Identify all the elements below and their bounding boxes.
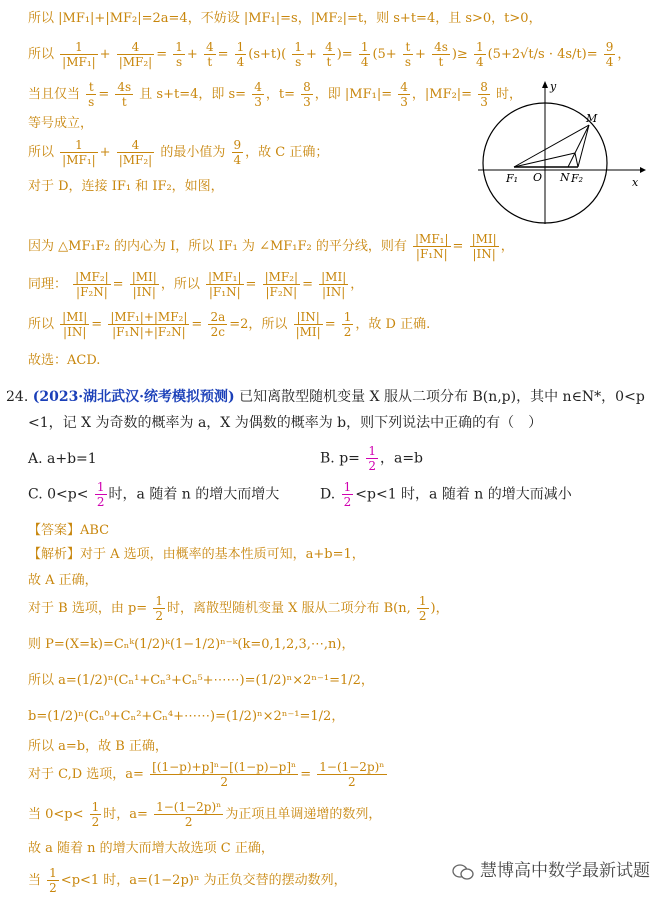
- sol-line-6: 对于 D，连接 IF₁ 和 IF₂，如图，: [28, 179, 224, 194]
- exp-line-2: 故 A 正确，: [28, 573, 98, 588]
- label-O: O: [533, 171, 543, 184]
- exp-line-6: b=(1/2)ⁿ(Cₙ⁰+Cₙ²+Cₙ⁴+⋯⋯)=(1/2)ⁿ×2ⁿ⁻¹=1/2，: [28, 709, 345, 724]
- option-D: D. $\frac{1}{2}$ <p<1 时，a 随着 n 的增大而减小: [320, 480, 572, 509]
- sol-line-1: 所以 |MF₁|+|MF₂|=2a=4，不妨设 |MF₁|=s，|MF₂|=t，则 s+t=4，且 s>0，t>0，: [28, 11, 542, 26]
- exp-line-11: 当 $\frac{1}{2}$ <p<1 时，a=(1−2p)ⁿ 为正负交替的摆动数列，: [28, 866, 347, 895]
- label-N: N: [560, 171, 570, 184]
- label-F2: F₂: [571, 172, 584, 185]
- sol-line-5: 所以 $\frac{1}{\text{|MF₁|}}$ + $\frac{4}{\text{|MF₂|}}$ 的最小值为 $\frac{9}{4}$ ，故 C 正确；: [28, 138, 329, 167]
- sol-line-4: 等号成立，: [28, 116, 94, 131]
- exp-line-4: 则 P=(X=k)=Cₙᵏ(1/2)ᵏ(1−1/2)ⁿ⁻ᵏ(k=0,1,2,3,⋯,n)，: [28, 637, 355, 652]
- option-A: A. a+b=1: [28, 451, 97, 467]
- label-y: y: [550, 80, 557, 93]
- sol-line-2: 所以 $\frac{1}{\text{|MF₁|}}$ + $\frac{4}{\text{|MF₂|}}$ = $\frac{1}{s}$ + $\frac{4}{t}$ = $\frac{1}{4}$ (s+t)( $\frac{1}{s}$ + $\frac{4}{t}$ )= $\frac{1}{4}$ (5+ $\frac{t}{s}$ + $\frac{4s}{t}$ )≥ $\frac{1}{4}$ (5+2√t/s · 4s/t)= $\frac{9}{4}$ ，: [28, 40, 631, 69]
- sol-line-3: 当且仅当 $\frac{t}{s}$ = $\frac{4s}{t}$ 且 s+t=4，即 s= $\frac{4}{3}$ ，t= $\frac{8}{3}$ ，即 |MF₁|= $\frac{4}{3}$ ，|MF₂|= $\frac{8}{3}$ 时，: [28, 80, 523, 109]
- sol-line-9: 所以 $\frac{|MI|}{|IN|}$ = $\frac{\text{|MF₁|+|MF₂|}}{\text{|F₁N|+|F₂N|}}$ = $\frac{2a}{2c}$ =2，所以 $\frac{|IN|}{|MI|}$ = $\frac{1}{2}$ ，故 D 正确.: [28, 310, 431, 339]
- label-F1: F₁: [506, 172, 519, 185]
- sol-line-7: 因为 △MF₁F₂ 的内心为 I，所以 IF₁ 为 ∠MF₁F₂ 的平分线，则有 $\frac{\text{|MF₁|}}{\text{|F₁N|}}$ = $\frac{|MI|}{|IN|}$ ，: [28, 232, 514, 261]
- label-x: x: [632, 176, 639, 189]
- exp-line-7: 所以 a=b，故 B 正确，: [28, 739, 168, 754]
- exp-line-3: 对于 B 选项，由 p= $\frac{1}{2}$ 时，离散型随机变量 X 服从二项分布 B(n, $\frac{1}{2}$ )，: [28, 594, 449, 623]
- q24-line-1: 24. (2023·湖北武汉·统考模拟预测) 已知离散型随机变量 X 服从二项分布 B(n,p)，其中 n∈N*，0<p: [6, 389, 645, 405]
- answer-label: 【答案】ABC: [28, 523, 110, 538]
- exp-line-8: 对于 C,D 选项，a= $\frac{\text{[(1−p)+p]ⁿ−[(1−p)−p]ⁿ}}{2}$ = $\frac{\text{1−(1−2p)ⁿ}}{2}$: [28, 760, 385, 789]
- option-B: B. p= $\frac{1}{2}$ ，a=b: [320, 444, 424, 473]
- ellipse-diagram: [468, 78, 648, 228]
- sol-line-10: 故选：ACD.: [28, 353, 101, 368]
- exp-line-9: 当 0<p< $\frac{1}{2}$ 时，a= $\frac{\text{1−(1−2p)ⁿ}}{2}$ 为正项且单调递增的数列，: [28, 800, 382, 829]
- watermark: 慧博高中数学最新试题: [452, 856, 650, 881]
- option-C: C. 0<p< $\frac{1}{2}$ 时，a 随着 n 的增大而增大: [28, 480, 280, 509]
- exp-line-1: 【解析】对于 A 选项，由概率的基本性质可知，a+b=1，: [28, 547, 365, 562]
- q24-number: 24.: [6, 389, 29, 405]
- label-M: M: [586, 112, 598, 125]
- q24-source: (2023·湖北武汉·统考模拟预测): [32, 389, 235, 405]
- q24-line-2: <1，记 X 为奇数的概率为 a，X 为偶数的概率为 b，则下列说法中正确的有（ ）: [28, 415, 543, 431]
- wechat-icon: [452, 864, 474, 880]
- exp-line-10: 故 a 随着 n 的增大而增大故选项 C 正确，: [28, 841, 274, 856]
- exp-line-5: 所以 a=(1/2)ⁿ(Cₙ¹+Cₙ³+Cₙ⁵+⋯⋯)=(1/2)ⁿ×2ⁿ⁻¹=1/2，: [28, 673, 374, 688]
- sol-line-8: 同理： $\frac{\text{|MF₂|}}{\text{|F₂N|}}$ = $\frac{|MI|}{|IN|}$ ，所以 $\frac{\text{|MF₁|}}{\text{|F₁N|}}$ = $\frac{\text{|MF₂|}}{\text{|F₂N|}}$ = $\frac{|MI|}{|IN|}$ ，: [28, 270, 364, 299]
